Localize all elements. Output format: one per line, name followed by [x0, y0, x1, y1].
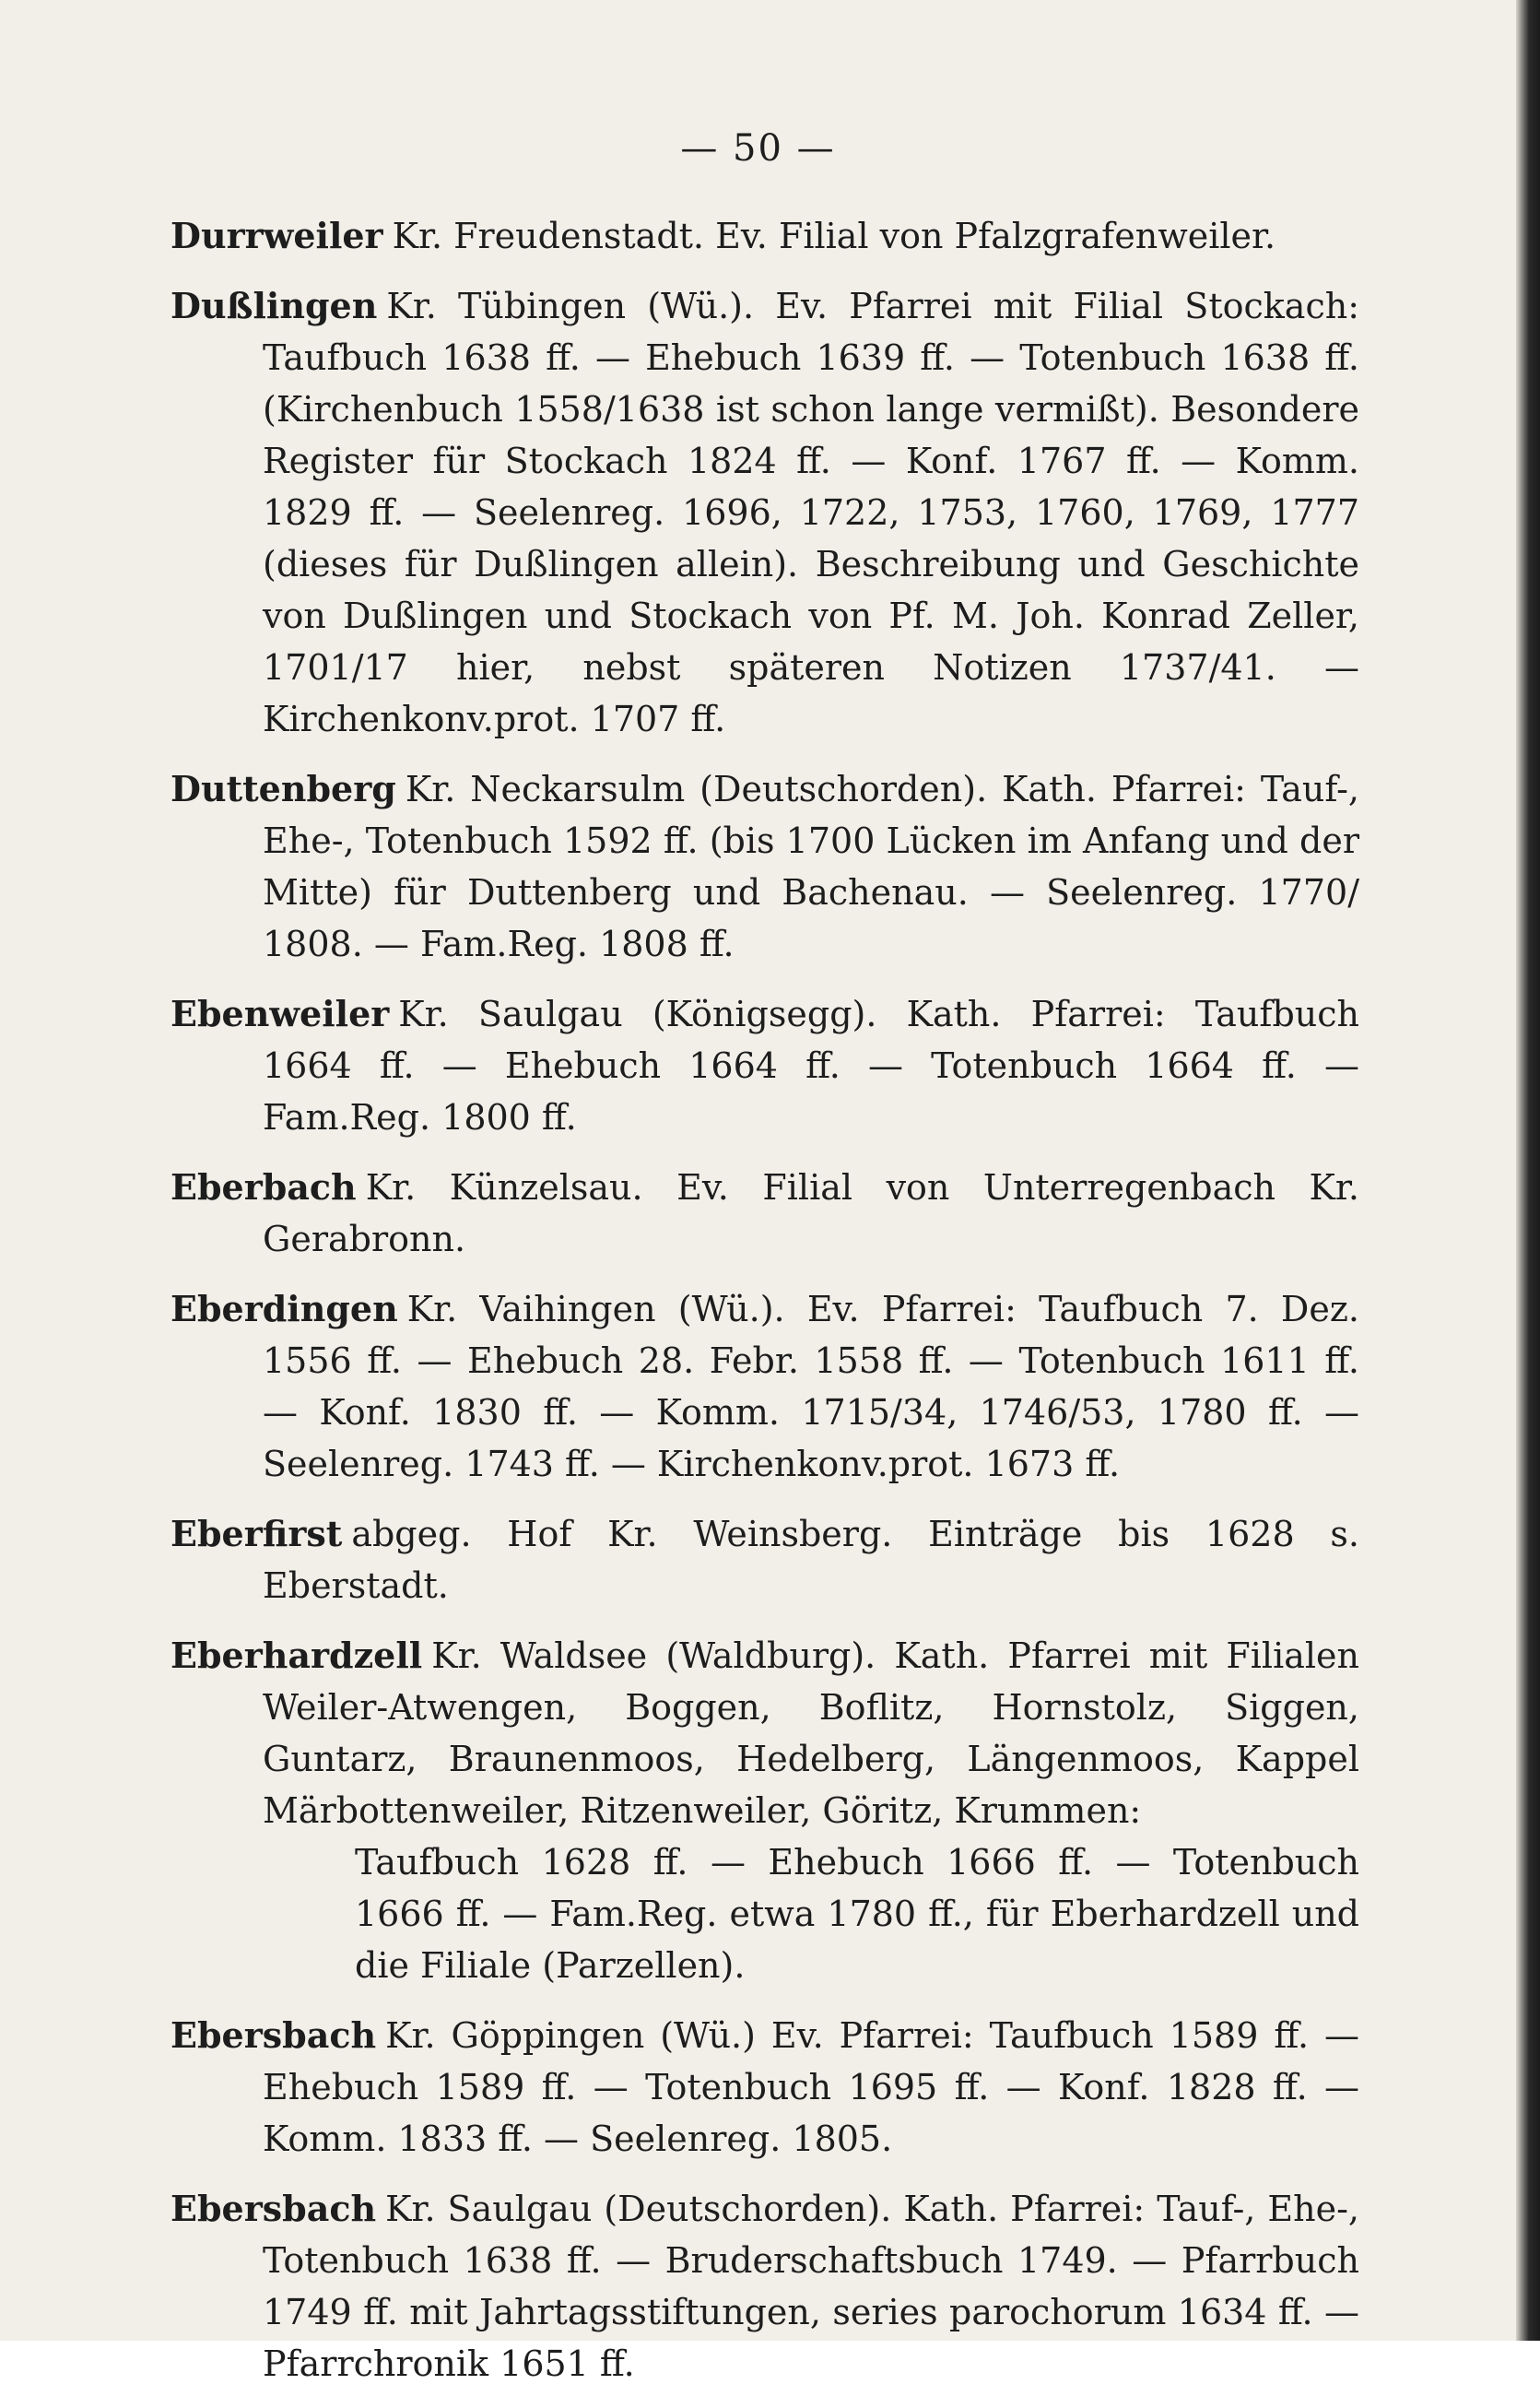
entry-ebenweiler [170, 988, 1359, 1143]
page-edge-shadow [1516, 0, 1540, 2341]
entry-ebersbach-saulgau [170, 2183, 1359, 2390]
entry-text: Kr. Neckarsulm (Deutschorden). Kath. Pfarrei: Tauf-, Ehe-, Totenbuch 1592 ff. (bis 1700 Lücken im Anfang und der Mitte) für Duttenberg und Bachenau. — Seelenreg. 1770/ 1808. — Fam.Reg. 1808 ff. [263, 769, 1359, 964]
entry-ebersbach-goeppingen [170, 2010, 1359, 2165]
entry-text: Kr. Saulgau (Königsegg). Kath. Pfarrei: Taufbuch 1664 ff. — Ehebuch 1664 ff. — Totenbuch 1664 ff. — Fam.Reg. 1800 ff. [263, 994, 1359, 1138]
entry-text: Kr. Künzelsau. Ev. Filial von Unterregenbach Kr. Gerabronn. [263, 1167, 1359, 1259]
entry-head: Ebersbach [170, 2188, 377, 2229]
entry-duttenberg [170, 763, 1359, 970]
entry-eberhardzell [170, 1630, 1359, 1991]
entry-text: Kr. Waldsee (Waldburg). Kath. Pfarrei mit Filialen Weiler-Atwengen, Boggen, Boflitz, Hornstolz, Siggen, Guntarz, Braunenmoos, Hedelberg, Längenmoos, Kappel Märbottenweiler, Ritzenweiler, Göritz, Krummen: [263, 1635, 1359, 1831]
entry-head: Eberbach [170, 1166, 357, 1208]
entry-head: Ebenweiler [170, 993, 390, 1034]
entry-head: Dußlingen [170, 285, 378, 326]
entry-durrweiler [170, 210, 1359, 262]
entry-head: Ebersbach [170, 2014, 377, 2056]
entry-text: abgeg. Hof Kr. Weinsberg. Einträge bis 1628 s. Eberstadt. [263, 1514, 1359, 1606]
entry-head: Eberhardzell [170, 1635, 423, 1676]
entry-text: Kr. Vaihingen (Wü.). Ev. Pfarrei: Taufbuch 7. Dez. 1556 ff. — Ehebuch 28. Febr. 1558 ff. — Totenbuch 1611 ff. — Konf. 1830 ff. — Komm. 1715/34, 1746/53, 1780 ff. — Seelenreg. 1743 ff. — Kirchenkonv.prot. 1673 ff. [263, 1289, 1359, 1484]
page-number: — 50 — [680, 127, 836, 170]
entry-dusslingen [170, 280, 1359, 745]
entry-head: Duttenberg [170, 768, 396, 809]
entry-text: Kr. Saulgau (Deutschorden). Kath. Pfarrei: Tauf-, Ehe-, Totenbuch 1638 ff. — Bruderschaftsbuch 1749. — Pfarrbuch 1749 ff. mit Jahrtagsstiftungen, series parochorum 1634 ff. — Pfarrchronik 1651 ff. [263, 2189, 1359, 2384]
entry-eberfirst [170, 1508, 1359, 1611]
entry-head: Durrweiler [170, 215, 383, 256]
entry-subtext: Taufbuch 1628 ff. — Ehebuch 1666 ff. — Totenbuch 1666 ff. — Fam.Reg. etwa 1780 ff., für Eberhardzell und die Filiale (Parzellen). [355, 1842, 1359, 1986]
entry-text: Kr. Göppingen (Wü.) Ev. Pfarrei: Taufbuch 1589 ff. — Ehebuch 1589 ff. — Totenbuch 1695 ff. — Konf. 1828 ff. — Komm. 1833 ff. — Seelenreg. 1805. [263, 2015, 1359, 2159]
register-entries [170, 210, 1359, 2408]
entry-head: Eberfirst [170, 1513, 343, 1554]
entry-text: Kr. Freudenstadt. Ev. Filial von Pfalzgrafenweiler. [392, 216, 1276, 256]
entry-head: Eberdingen [170, 1288, 398, 1329]
entry-text: Kr. Tübingen (Wü.). Ev. Pfarrei mit Filial Stockach: Taufbuch 1638 ff. — Ehebuch 1639 ff. — Totenbuch 1638 ff. (Kirchenbuch 1558/1638 ist schon lange vermißt). Besondere Register für Stockach 1824 ff. — Konf. 1767 ff. — Komm. 1829 ff. — Seelenreg. 1696, 1722, 1753, 1760, 1769, 1777 (dieses für Dußlingen allein). Beschreibung und Geschichte von Dußlingen und Stockach von Pf. M. Joh. Konrad Zeller, 1701/17 hier, nebst späteren Notizen 1737/41. — Kirchenkonv.prot. 1707 ff. [263, 286, 1359, 739]
entry-eberbach [170, 1162, 1359, 1265]
entry-eberdingen [170, 1283, 1359, 1490]
